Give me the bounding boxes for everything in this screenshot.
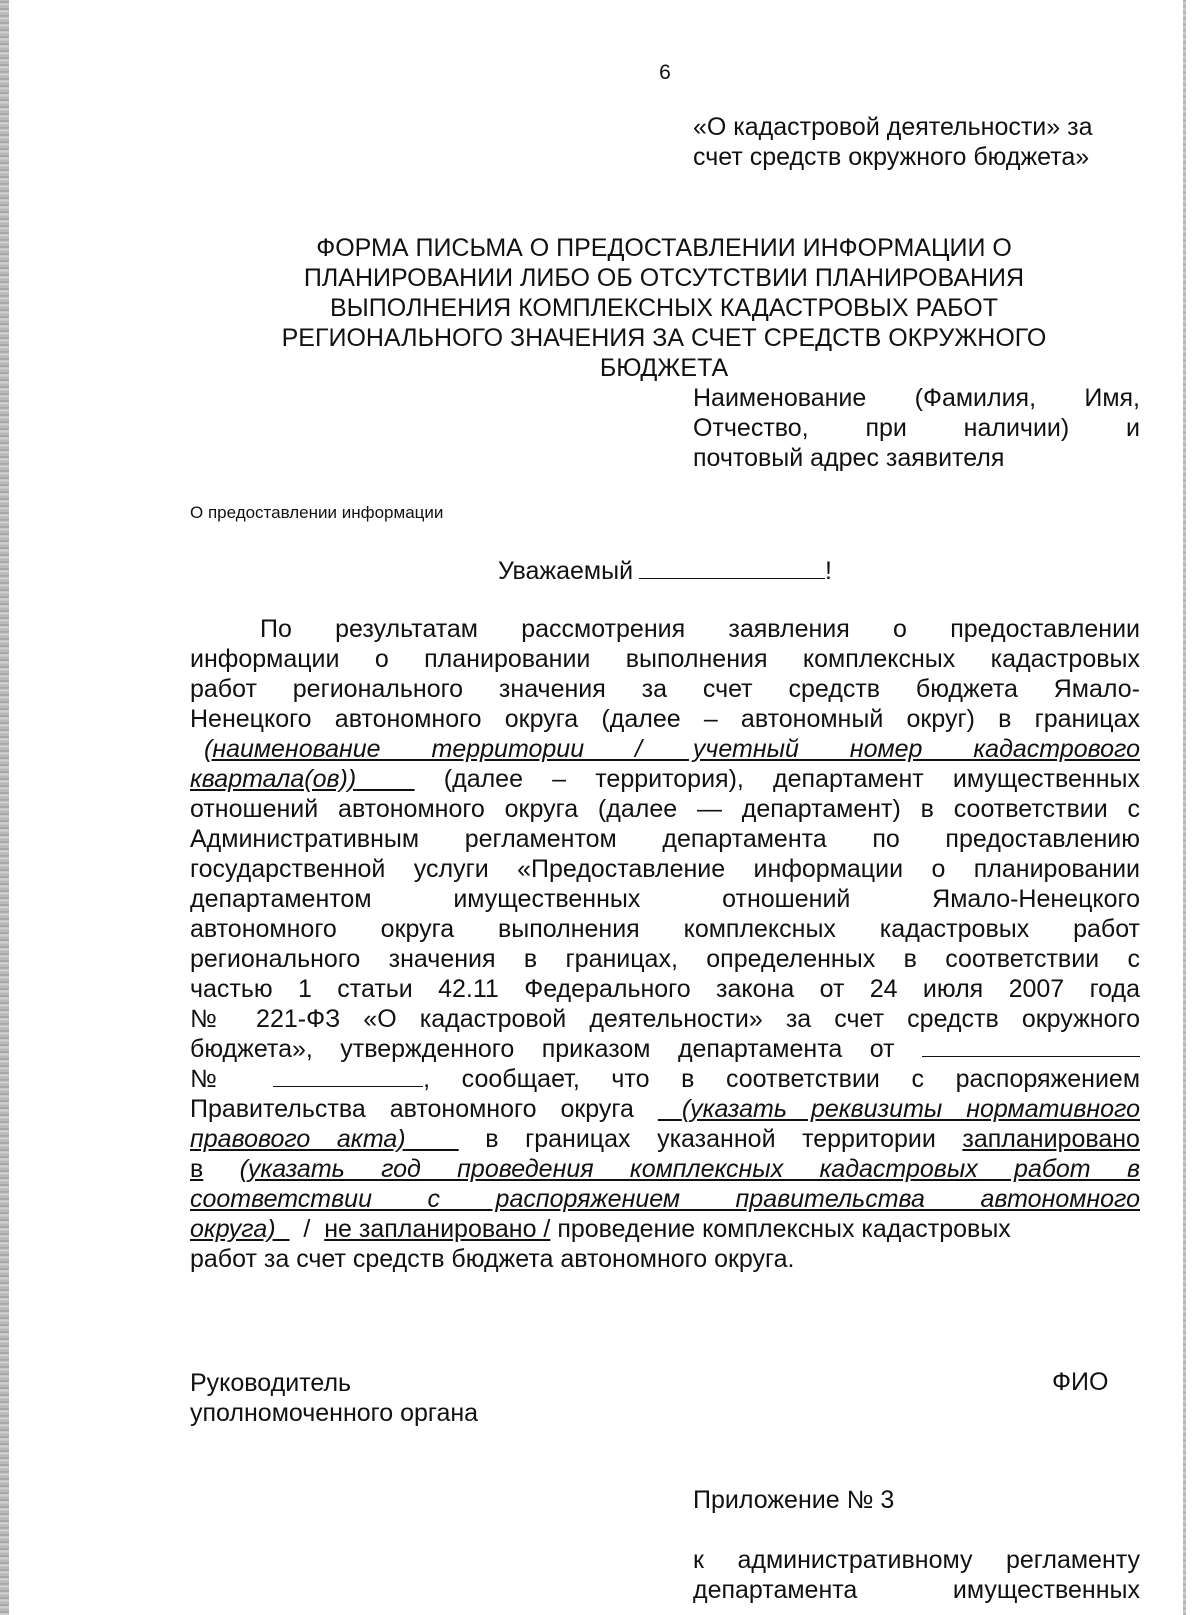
year-fill-field: (указать год проведения комплексных кадастровых работ в [239,1155,1140,1183]
body-line [190,1064,1140,1094]
territory-fill-field: (наименование территории / учетный номер кадастрового [204,735,1140,763]
header-line: счет средств окружного бюджета» [693,143,1090,171]
body-line [190,1094,1140,1124]
addressee-line: почтовый адрес заявителя [693,444,1005,472]
title-line: БЮДЖЕТА [599,354,729,382]
scan-edge-left [0,0,9,1615]
greeting [0,556,1200,586]
body-line: отношений автономного округа (далее — департамент) в соответствии с [190,795,1140,823]
body-line: информации о планировании выполнения комплексных кадастровых [190,645,1140,673]
greeting-word: Уважаемый [498,557,634,585]
body-line: автономного округа выполнения комплексных кадастровых работ [190,915,1140,943]
body-line [190,1034,1140,1064]
body-line: работ за счет средств бюджета автономного округа. [190,1245,795,1273]
letter-body [190,614,1140,1274]
header-continuation [693,112,1140,172]
planned-option: в [190,1155,204,1183]
order-date-blank [922,1034,1140,1057]
body-line: частью 1 статьи 42.11 Федерального закона от 24 июля 2007 года [190,975,1140,1003]
title-line: ВЫПОЛНЕНИЯ КОМПЛЕКСНЫХ КАДАСТРОВЫХ РАБОТ [330,294,998,322]
greeting-name-blank [639,556,825,579]
body-line [190,1184,1140,1214]
number-sign: № [190,1065,242,1093]
year-fill-field: соответствии с распоряжением правительства автономного [190,1185,1140,1213]
year-fill-text: округа) [190,1215,276,1243]
legal-act-fill-text: (указать реквизиты нормативного [681,1095,1140,1123]
body-line: Ненецкого автономного округа (далее – автономный округ) в границах [190,705,1140,733]
option-separator: / [303,1215,311,1243]
body-line: регионального значения в границах, определенных в соответствии с [190,945,1140,973]
legal-act-fill-text: правового акта) [190,1125,406,1153]
body-text-fragment: (далее – территория), департамент имущественных [443,765,1140,793]
body-line: По результатам рассмотрения заявления о предоставлении [260,615,1140,643]
body-line [190,764,1140,794]
annex-line: департамента имущественных [693,1576,1140,1604]
letter-subject: О предоставлении информации [190,503,444,522]
scan-edge-right [1183,0,1186,1615]
annex-reference [693,1545,1140,1605]
body-text-fragment: Правительства автономного округа [190,1095,634,1123]
page-number: 6 [659,61,671,84]
annex-title: Приложение № 3 [693,1486,895,1514]
header-line: «О кадастровой деятельности» за [693,113,1093,141]
body-line [190,1214,1140,1244]
greeting-exclamation: ! [825,557,832,585]
body-text-fragment: бюджета», утвержденного приказом департамента от [190,1035,895,1063]
body-line: работ регионального значения за счет средств бюджета Ямало- [190,675,1140,703]
territory-fill-field: квартала(ов)) [190,765,357,793]
order-number-blank [273,1064,423,1087]
document-title [222,233,1106,383]
planned-option: запланировано [962,1125,1140,1153]
body-line [190,1154,1140,1184]
not-planned-option: не запланировано / [324,1215,551,1243]
signatory-position-line: Руководитель [190,1369,352,1397]
body-line [190,1124,1140,1154]
legal-act-fill-field [658,1095,1140,1123]
year-fill-field [190,1215,289,1243]
body-text-fragment: , сообщает, что в соответствии с распоряжением [423,1065,1141,1093]
addressee-line: Наименование (Фамилия, Имя, [693,384,1140,412]
body-line: департаментом имущественных отношений Ямало-Ненецкого [190,885,1140,913]
addressee-line: Отчество, при наличии) и [693,414,1140,442]
body-text-fragment: в границах указанной территории [485,1125,936,1153]
title-line: РЕГИОНАЛЬНОГО ЗНАЧЕНИЯ ЗА СЧЕТ СРЕДСТВ ОКРУЖНОГО [281,324,1047,352]
body-line [190,734,1140,764]
signatory-position-line: уполномоченного органа [190,1399,479,1427]
addressee-block [693,383,1140,473]
body-line: № 221-ФЗ «О кадастровой деятельности» за счет средств окружного [190,1005,1140,1033]
annex-line: к административному регламенту [693,1546,1140,1574]
legal-act-fill-field [190,1125,459,1153]
body-line: Административным регламентом департамента по предоставлению [190,825,1140,853]
body-text-fragment: проведение комплексных кадастровых [557,1215,1011,1243]
title-line: ПЛАНИРОВАНИИ ЛИБО ОБ ОТСУТСТВИИ ПЛАНИРОВАНИЯ [303,264,1025,292]
title-line: ФОРМА ПИСЬМА О ПРЕДОСТАВЛЕНИИ ИНФОРМАЦИИ О [316,234,1012,262]
body-line: государственной услуги «Предоставление информации о планировании [190,855,1140,883]
signatory-position [190,1368,478,1428]
signatory-name: ФИО [1052,1368,1109,1396]
